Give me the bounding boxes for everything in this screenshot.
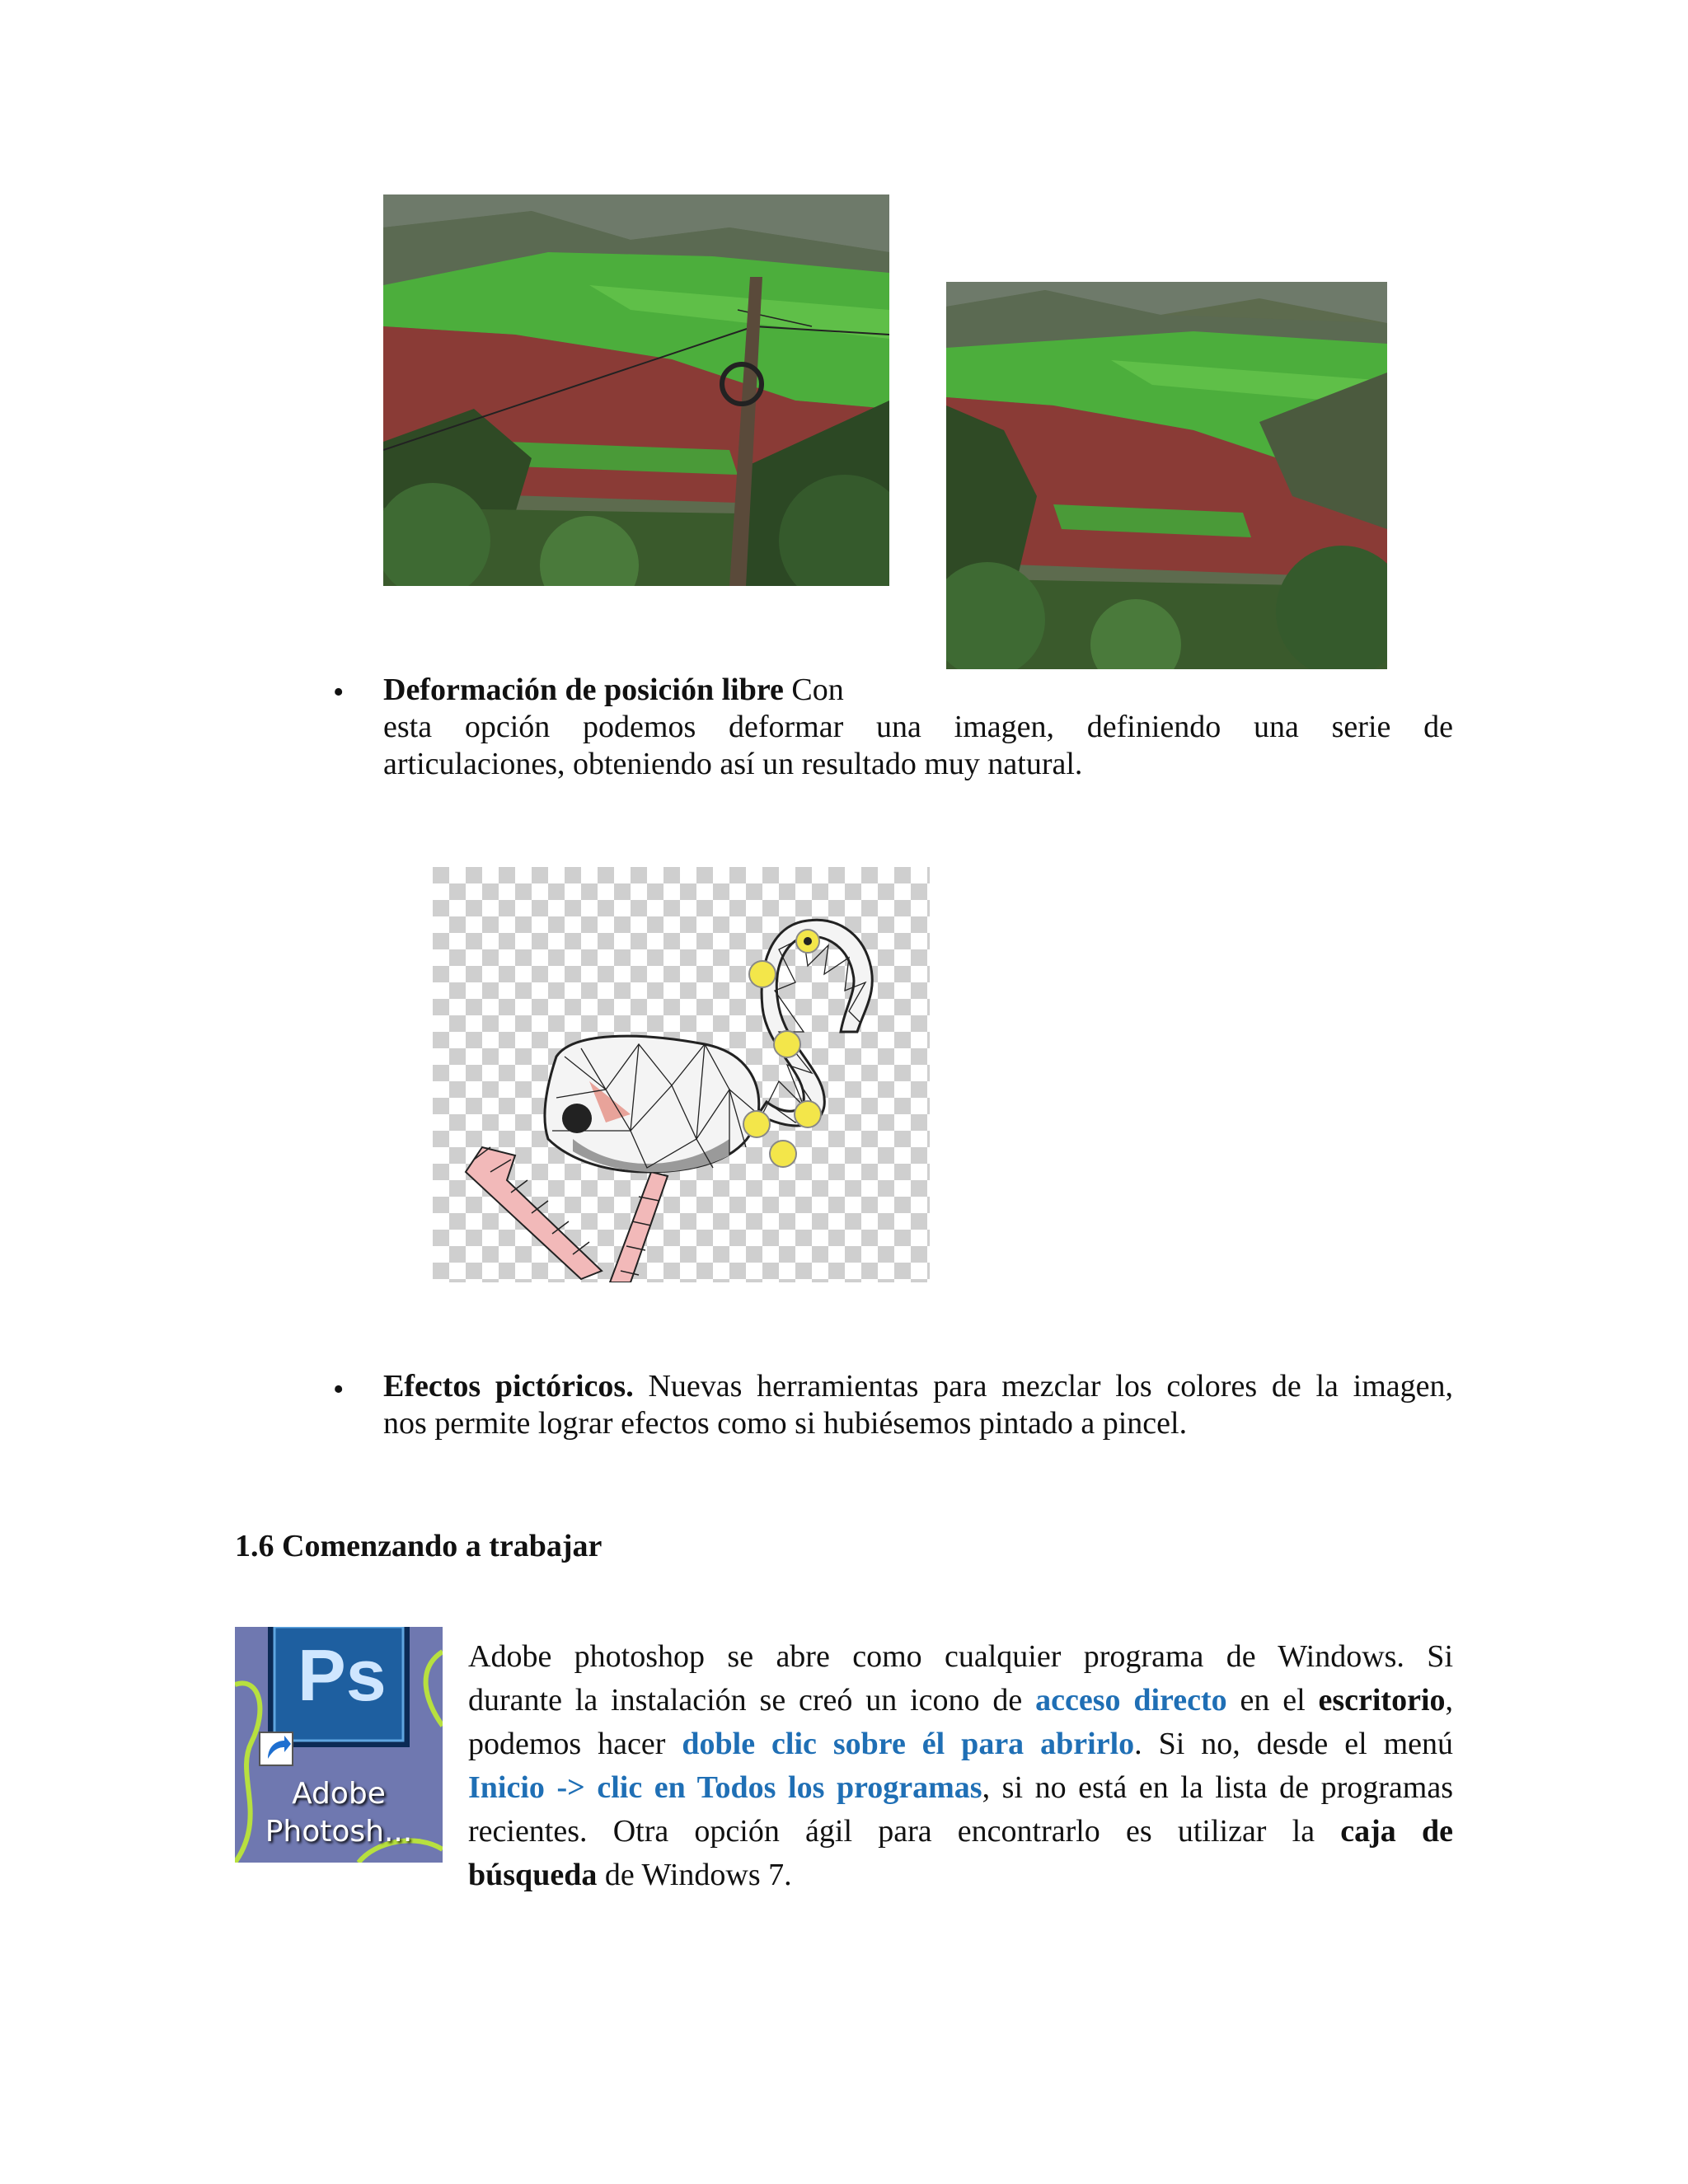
text-span: de Windows 7.: [604, 1858, 792, 1892]
text-span: recientes. Otra opción ágil para encontrarlo es utilizar la: [468, 1814, 1315, 1849]
paragraph-line: [468, 1810, 1453, 1854]
icon-label: [235, 1775, 443, 1851]
body-paragraph: [468, 1635, 1453, 1897]
photoshop-shortcut-icon: [235, 1627, 443, 1863]
text-span: en el: [1240, 1683, 1306, 1718]
item-text-line: esta opción podemos deformar una imagen, definiendo una serie de: [383, 710, 1453, 744]
ps-logo-text: Ps: [298, 1634, 387, 1716]
bold-caja-de: caja de: [1340, 1814, 1453, 1849]
section-heading: 1.6 Comenzando a trabajar: [235, 1529, 603, 1563]
bullet-point: •: [333, 675, 345, 710]
paragraph-line: [468, 1722, 1453, 1766]
paragraph-line: [468, 1854, 1453, 1897]
text-span: ,: [1445, 1683, 1454, 1718]
bullet-item-efectos: [383, 1368, 1453, 1442]
item-text: Nuevas herramientas para mezclar los colores de la imagen,: [648, 1369, 1453, 1404]
item-title: Deformación de posición libre: [383, 673, 784, 707]
landscape-photo-before: [383, 194, 889, 586]
bullet-point: •: [333, 1372, 345, 1407]
landscape-photo-after: [946, 282, 1387, 669]
bold-busqueda: búsqueda: [468, 1858, 598, 1892]
bold-escritorio: escritorio: [1318, 1683, 1446, 1718]
text-span: , si no está en la lista de programas: [982, 1770, 1454, 1805]
paragraph-line: Adobe photoshop se abre como cualquier programa de Windows. Si: [468, 1639, 1453, 1674]
paragraph-line: [468, 1679, 1453, 1722]
text-span: podemos hacer: [468, 1727, 666, 1761]
paragraph-line: [468, 1766, 1453, 1810]
item-text-line: nos permite lograr efectos como si hubiésemos pintado a pincel.: [383, 1406, 1188, 1441]
item-title: Efectos pictóricos.: [383, 1369, 634, 1404]
bullet-item-deformacion-line1: [383, 672, 923, 709]
icon-label-line: Adobe: [292, 1777, 386, 1811]
flamingo-puppet-warp-image: [433, 867, 930, 1282]
link-acceso-directo: acceso directo: [1035, 1683, 1227, 1718]
bullet-item-deformacion-body: [383, 709, 1453, 783]
link-inicio-programas: Inicio -> clic en Todos los programas: [468, 1770, 982, 1805]
icon-label-line: Photosh...: [265, 1815, 413, 1849]
item-text-line: articulaciones, obteniendo así un resultado muy natural.: [383, 747, 1083, 781]
item-text: Con: [791, 673, 844, 707]
text-span: durante la instalación se creó un icono de: [468, 1683, 1023, 1718]
link-doble-clic: doble clic sobre él para abrirlo: [682, 1727, 1135, 1761]
text-span: . Si no, desde el menú: [1134, 1727, 1454, 1761]
